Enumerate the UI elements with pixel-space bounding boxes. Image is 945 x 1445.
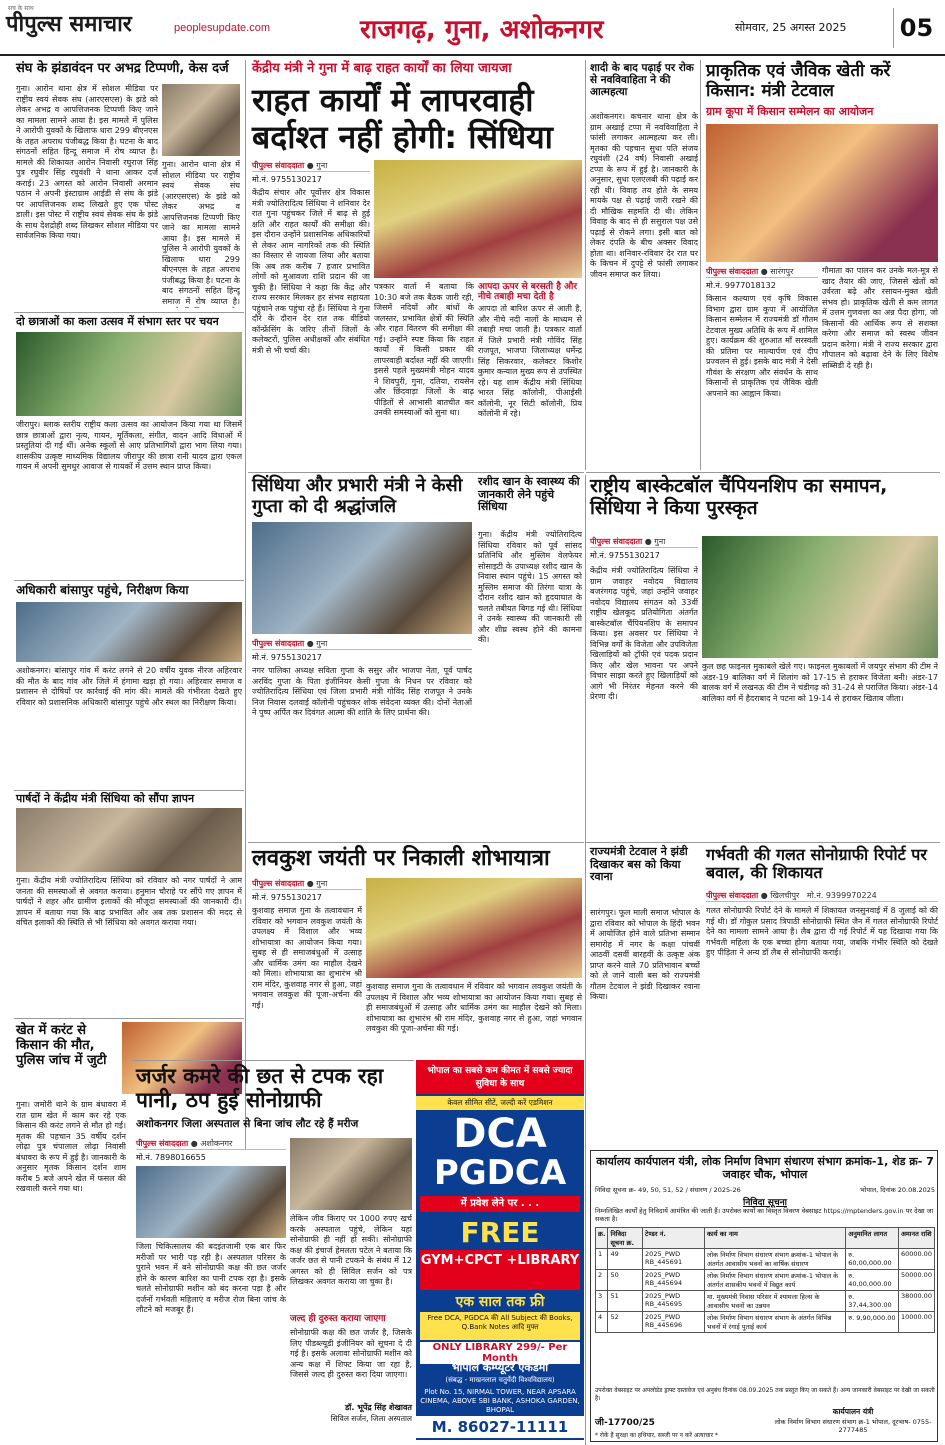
table-cell: रु. 40,00,000.00: [846, 1270, 899, 1291]
story-body: जिला चिकित्सालय की बदइंतजामी एक बार फिर मरीजों पर भारी पड़ रही है। अस्पताल परिसर के पुराने भवन में बने सोनोग्राफी कक्ष की छत जर्जर होने के कारण बारिश का पानी टपक रहा है। इसके चलते सोनोग्राफी मशीन को बंद करना पड़ा है और दर्जनों गर्भवती महिलाएं व मरीज रोज बिना जांच के लौटने को मजबूर हैं।: [136, 1242, 286, 1314]
story-byline: पीपुल्स संवाददाता ● खिलचीपुर मो.नं. 9399970224: [706, 890, 938, 902]
table-cell: 51: [608, 1291, 643, 1312]
ad-academy-name: भोपाल कम्प्यूटर एकेडमी: [451, 1361, 549, 1374]
byline-city: गुना: [654, 537, 666, 546]
reporter-phone: मो.नं. 9755130217: [252, 653, 322, 662]
story-photo: [136, 1166, 286, 1238]
story-body: केंद्रीय मंत्री ज्योतिरादित्य सिंधिया ने ग्राम जवाहर नवोदय विद्यालय बजरंगगढ़ पहुंचे, जहां उन्होंने जवाहर नवोदय विद्यालय संगठन को 33वीं राष्ट्रीय खेलकूद प्रतियोगिता अंतर्गत बास्केटबॉल चैंपियनशिप के समापन किया। इस अवसर पर सिंधिया ने विभिन्न वर्गों के विजेता और उपविजेता खिलाड़ियों को ट्रॉफी एवं पदक प्रदान किए और खेल भावना पर अपने विचार साझा करते हुए खिलाड़ियों को आगे भी निरंतर मेहनत करने की प्रेरणा दी।: [590, 566, 698, 701]
notice-date: भोपाल, दिनांक 20.08.2025: [860, 1186, 935, 1194]
row-divider: [14, 580, 244, 581]
notice-ref: निविदा सूचना क्र- 49, 50, 51, 52 / संधारण / 2025-26: [595, 1186, 741, 1194]
reporter-phone: मो.नं. 9755130217: [252, 893, 322, 902]
ad-affiliation: (संबद्ध - माखनलाल चतुर्वेदी विश्वविद्यालय): [445, 1376, 555, 1384]
table-cell: 1: [596, 1249, 608, 1270]
table-cell: मा. मुख्यमंत्री निवास परिसर में श्यामला हिल्स के आवासीय भवनों का उन्नयन: [705, 1291, 846, 1312]
ad-address: Plot No. 15, NIRMAL TOWER, NEAR APSARA CINEMA, ABOVE SBI BANK, ASHOKA GARDEN, BHOPAL: [420, 1388, 580, 1414]
byline-reporter: पीपुल्स संवाददाता: [136, 1139, 189, 1148]
story-body: कुल छह फाइनल मुकाबले खेले गए। फाइनल मुकाबलों में जयपुर संभाग की टीम ने अंडर-19 बालिका वर्ग में शिलांग को 17-15 से हराकर विजेता बनी। अंडर-17 बालक वर्ग में लखनऊ की टीम ने चंडीगढ़ को 31-24 से पराजित किया। अंडर-14 बालिका वर्ग में हैदराबाद ने पटना को 19-14 से हराकर खिताब जीता।: [702, 662, 938, 703]
ad-note: Free DCA, PGDCA की All Subject की Books, Q.Bank Notes आदि मुफ्त: [420, 1312, 580, 1340]
byline-reporter: पीपुल्स संवाददाता: [252, 639, 305, 648]
byline-city: अशोकनगर: [200, 1139, 233, 1148]
byline-city: खिलचीपुर: [770, 891, 800, 900]
byline-reporter: पीपुल्स संवाददाता: [252, 161, 305, 170]
story-subhead: ग्राम कूपा में किसान सम्मेलन का आयोजन: [706, 105, 874, 118]
story-photo: [252, 522, 472, 634]
story-headline[interactable]: शादी के बाद पढ़ाई पर रोक से नवविवाहिता ने की आत्महत्या: [590, 62, 694, 99]
ad-course-dca: DCA: [453, 1111, 547, 1157]
quote-headline: जल्द ही दुरुस्त कराया जाएगा: [290, 1314, 386, 1324]
story-body: अशोकनगर। बांसापुर गांव में करंट लगने से 20 वर्षीय युवक नीरज अहिरवार की मौत के बाद गांव और जिले में हंगामा खड़ा हो गया। अहिरवार समाज व प्रशासन से दोषियों पर कार्रवाई की मांग की। मामले की गंभीरता देखते हुए रविवार को प्रशासनिक अधिकारी बांसापुर पहुंचे और स्थल का निरीक्षण किया।: [16, 666, 242, 707]
story-kicker: केंद्रीय मंत्री ने गुना में बाढ़ राहत कार्यों का लिया जायजा: [252, 61, 512, 76]
story-body: गुना। केंद्रीय मंत्री ज्योतिरादित्य सिंधिया रविवार को पूर्व सांसद प्रतिनिधि और मुस्लिम वेलफेयर सोसाइटी के उपाध्यक्ष रशीद खान के निवास स्थान पहुंचे। 15 अगस्त को मुस्लिम समाज की तिरंगा यात्रा के दौरान रशीद खान को हृदयाघात के चलते तबीयत बिगड़ गई थी। सिंधिया ने उनके स्वास्थ्य की जानकारी ली और शीघ्र स्वस्थ होने की कामना की।: [478, 530, 582, 644]
byline-city: गुना: [316, 161, 328, 170]
story-body: गुना। जमोरी थाने के ग्राम बंधावरा में रात ग्राम खेत में काम कर रहे एक किसान की करंट लगने से मौत हो गई। मृतक की पहचान 35 वर्षीय दर्शन लोढ़ा पुत्र चंपालाल लोढ़ा निवासी बंधावरा के रूप में हुई है। जानकारी के अनुसार मृतक किसान दर्शन शाम करीब 5 बजे अपने खेत में फसल की रखवाली करने गया था।: [16, 1100, 126, 1193]
page-number: 05: [893, 8, 939, 48]
byline-city: सारंगपुर: [770, 267, 794, 276]
story-body: गलत सोनोग्राफी रिपोर्ट देने के मामले में शिकायत जनसुनवाई में 8 जुलाई को की गई थी। डॉ गोकुल प्रसाद त्रिपाठी सोनोग्राफी स्थित जैन में गलत सोनोग्राफी रिपोर्ट देने का मामला सामने आया है। लैब द्वारा दी गई रिपोर्ट में यह दिखाया गया कि गर्भवती महिला के एक बच्चा होगा बताया गया, जबकि गंभीर स्थिति को देखते हुए पीड़िता ने अन्य डॉ लैब से सोनोग्राफी कराई।: [706, 906, 938, 957]
story-body: केंद्रीय संचार और पूर्वोत्तर क्षेत्र विकास मंत्री ज्योतिरादित्य सिंधिया ने शनिवार देर रात गुना पहुंचकर जिले में बाढ़ से हुई क्षति और राहत कार्यों की समीक्षा की। इस दौरान उन्होंने प्रशासनिक अधिकारियों से लेकर आम नागरिकों तक की स्थिति का विस्तार से जायजा लिया और बताया कि अब तक करीब 7 हजार प्रभावित लोगों को मुआवजा राशि प्रदान की जा चुकी है। सिंधिया ने कहा कि केंद्र और राज्य सरकार मिलकर हर संभव सहायता पहुंचाने तक पहुंचा रहे हैं। सिंधिया ने गुना दौरे के दौरान देर रात तक वीडियो कॉन्फ्रेंसिंग के जरिए तीनों जिलों के कलेक्टरों, पुलिस अधीक्षकों और संबंधित मंत्री से भी चर्चा की।: [252, 188, 370, 355]
ad-free: FREE: [460, 1216, 540, 1249]
table-cell: 49: [608, 1249, 643, 1270]
table-header-cell: अमानत राशि: [898, 1228, 934, 1249]
table-cell: 2025_PWD RB_445691: [643, 1249, 705, 1270]
story-headline[interactable]: पार्षदों ने केंद्रीय मंत्री सिंधिया को सौंपा ज्ञापन: [16, 792, 195, 805]
story-body: कुशवाह समाज गुना के तत्वावधान में रविवार को भगवान लवकुश जयंती के उपलक्ष्य में विशाल और भव्य शोभायात्रा का आयोजन किया गया। सुबह से ही समाजबंधुओं में उत्साह और धार्मिक उमंग का माहौल देखने को मिला। शोभायात्रा का शुभारंभ श्री राम मंदिर, कुशवाह नगर से हुआ, जहां भगवान लवकुश की पूजा-अर्चना की गई।: [366, 982, 582, 1033]
notice-slogan: * रोकें हैं सुरक्षा का हथियार, सब्जी पर न करें अत्याचार *: [595, 1432, 718, 1439]
table-row: [596, 1270, 935, 1291]
tender-notice: [590, 1150, 938, 1442]
table-cell: 2025_PWD RB_445694: [643, 1270, 705, 1291]
table-cell: 3: [596, 1291, 608, 1312]
story-body: गौमाता का पालन कर उनके मल-मूत्र से खाद तैयार की जाए, जिससे खेतों को उर्वरता बढ़े और रसायन-मुक्त खेती संभव हो। प्राकृतिक खेती से कम लागत में उत्तम गुणवत्ता का अन्न पैदा होगा, जो किसानों की आर्थिक रूप से सशक्त करेगा और समाज को स्वस्थ जीवन प्रदान करेगा। मंत्री ने राज्य सरकार द्वारा गौपालन को बढ़ावा देने के लिए विशेष सब्सिडी दे रही है।: [822, 266, 938, 370]
masthead: [0, 0, 945, 56]
website-link[interactable]: peoplesupdate.com: [174, 22, 271, 34]
story-photo: [162, 84, 240, 156]
row-divider: [248, 472, 584, 473]
notice-title: निविदा सूचना: [742, 1198, 788, 1208]
row-divider: [130, 1060, 414, 1061]
table-row: [596, 1312, 935, 1333]
tender-table: [595, 1227, 935, 1333]
row-divider: [248, 842, 584, 843]
byline-reporter: पीपुल्स संवाददाता: [706, 891, 759, 900]
story-headline[interactable]: सिंधिया और प्रभारी मंत्री ने केसी गुप्ता को दी श्रद्धांजलि: [252, 475, 463, 517]
table-cell: लोक निर्माण विभाग संधारण संभाग क्रमांक-1 भोपाल के अंतर्गत शासकीय भवनों में विद्युत कार्य: [705, 1270, 846, 1291]
story-photo: [374, 160, 582, 278]
story-photo: [16, 332, 242, 416]
table-cell: 38000.00: [898, 1291, 934, 1312]
notice-intro: निम्नलिखित कार्यों हेतु निविदायें आमंत्रित की जाती हैं। उपरोक्त कार्यों का विस्तृत विवरण वेबसाइट https://mptenders.gov.in पर देखा जा सकता है।: [595, 1207, 934, 1223]
edition-cities: राजगढ़, गुना, अशोकनगर: [360, 15, 604, 45]
story-headline[interactable]: गर्भवती की गलत सोनोग्राफी रिपोर्ट पर बवाल, की शिकायत: [706, 845, 927, 883]
story-body: गुना। केंद्रीय मंत्री ज्योतिरादित्य सिंधिया को रविवार को नगर पार्षदों ने आम जनता की समस्याओं से अवगत कराया। हनुमान चौराहे पर सौंपे गए ज्ञापन में पार्षदों ने शहर और ग्रामीण इलाकों की मौजूदा समस्याओं की जानकारी दी। ज्ञापन में बताया गया कि बाढ़ प्रभावित और अब तक प्रशासन की मदद से वंचित इलाकों की स्थिति से भी सिंधिया को अवगत कराया गया।: [16, 876, 242, 927]
story-byline: पीपुल्स संवाददाता ● गुना: [590, 536, 698, 548]
quote-name: डॉ. भूपेंद्र सिंह शेखावत: [345, 1403, 412, 1412]
story-headline[interactable]: अधिकारी बांसापुर पहुंचे, निरीक्षण किया: [16, 583, 189, 597]
row-divider: [14, 790, 244, 791]
notice-code: जी-17700/25: [595, 1418, 655, 1428]
row-divider: [14, 1018, 244, 1019]
story-body: नगर पालिका अध्यक्ष सविता गुप्ता के ससुर और भाजपा नेता, पूर्व पार्षद अरविंद गुप्ता के पिता इंजीनियर केसी गुप्ता के निधन पर रविवार को ज्योतिरादित्य सिंधिया एवं जिला प्रभारी मंत्री गोविंद सिंह राजपूत ने उनके निज निवास दलवाई कॉलोनी पहुंचकर शोक संवेदना व्यक्त की। दोनों नेताओं ने पुष्प अर्पित कर दिवंगत आत्मा की शांति के लिए प्रार्थना की।: [252, 666, 472, 717]
story-headline[interactable]: खेत में करंट से किसान की मौत, पुलिस जांच में जुटी: [16, 1023, 107, 1068]
table-cell: 50000.00: [898, 1270, 934, 1291]
story-headline[interactable]: राज्यमंत्री टेटवाल ने झंडी दिखाकर बस को किया रवाना: [590, 845, 688, 884]
ad-admission: में प्रवेश लेने पर . . .: [420, 1196, 580, 1212]
story-body: गुना। आरोन थाना क्षेत्र में सोशल मीडिया पर राष्ट्रीय स्वयं सेवक संघ (आरएसएस) के झंडे को लेकर अभद्र व आपत्तिजनक टिप्पणी किए जाने का मामला सामने आया है। इस मामले में पुलिस ने आरोपी युवकों के खिलाफ धारा 299 बीएनएस के तहत अपराध पंजीबद्ध किया है। घटना के बाद संगठनों सहित हिन्दू समाज में रोष व्याप्त है। मामले की शिकायत आरोन निवासी रघुराज सिंह पुत्र रघुवीर सिंह रघुवंशी ने थाना आकर दर्ज कराई। 23 अगस्त को आरोन निवासी अरमान पठान ने अपनी इंस्टाग्राम आईडी से संघ के झंडे पर आपत्तिजनक शब्द लिखते हुए एक पोस्ट डाली। इस पोस्ट में राष्ट्रीय स्वयं सेवक संघ के झंडे के साथ देशद्रोही शब्द लिखकर सोशल मीडिया पर सार्वजनिक किया गया।: [16, 84, 158, 240]
newspaper-logo: पीपुल्स समाचार: [6, 11, 132, 37]
story-photo: [16, 602, 242, 662]
table-cell: 52: [608, 1312, 643, 1333]
byline-city: गुना: [316, 879, 328, 888]
story-body: सारंगपुर। फूल माली समाज भोपाल के द्वारा रविवार को भोपाल के हिंदी भवन में आयोजित होने वाले प्रतिभा सम्मान समारोह में नगर के कक्षा पांचवीं आठवीं दसवीं बारहवीं के उत्कृष्ट अंक प्राप्त करने वाले 70 प्रतिभावान बच्चों को ले जाने वाली बस को राज्यमंत्री गौतम टेटवाल ने झंडी दिखाकर रवाना किया।: [590, 908, 700, 1001]
table-cell: 60000.00: [898, 1249, 934, 1270]
table-header-cell: टेण्डर नं.: [643, 1228, 705, 1249]
story-headline[interactable]: राष्ट्रीय बास्केटबॉल चैंपियनशिप का समापन, सिंधिया ने किया पुरस्कृत: [590, 475, 888, 519]
dca-advertisement[interactable]: [416, 1060, 584, 1440]
table-row: [596, 1249, 935, 1270]
story-body: गुना। आरोन थाना क्षेत्र में सोशल मीडिया पर राष्ट्रीय स्वयं सेवक संघ (आरएसएस) के झंडे को लेकर अभद्र व आपत्तिजनक टिप्पणी किए जाने का मामला सामने आया है। इस मामले में पुलिस ने आरोपी युवकों के खिलाफ धारा 299 बीएनएस के तहत अपराध पंजीबद्ध किया है। घटना के बाद संगठनों सहित हिन्दू समाज में रोष व्याप्त है।: [162, 160, 240, 306]
story-body: पत्रकार वार्ता में बताया कि 10:30 बजे तक बैठक जारी रही, जिसमें नदियों और बांधों के जलस्तर, प्रभावित क्षेत्रों की स्थिति और राहत वितरण की समीक्षा की गई। उन्होंने स्पष्ट किया कि राहत कार्यों में किसी प्रकार की लापरवाही बर्दाश्त नहीं की जाएगी। इससे पहले मुख्यमंत्री मोहन यादव ने शिवपुरी, गुना, दतिया, रायसेन और छिंदवाड़ा जिलों के बाढ़ पीड़ितों से आभासी बातचीत कर उनकी समस्याओं को सुना था।: [374, 282, 474, 417]
table-cell: रु. 60,00,000.00: [846, 1249, 899, 1270]
story-subhead: अशोकनगर जिला अस्पताल से बिना जांच लौट रहे हैं मरीज: [136, 1118, 359, 1130]
byline-reporter: पीपुल्स संवाददाता: [706, 267, 759, 276]
reporter-phone: मो.नं. 9399970224: [806, 891, 877, 900]
column-divider: [245, 60, 246, 1150]
reporter-phone: मो.नं. 9755130217: [590, 551, 660, 560]
table-header-cell: क्र.: [596, 1228, 608, 1249]
story-headline[interactable]: राहत कार्यों में लापरवाही बर्दाश्त नहीं होगी: सिंधिया: [252, 81, 553, 156]
story-byline: पीपुल्स संवाददाता ● गुना: [252, 160, 370, 172]
notice-sign-title: कार्यपालन यंत्री: [832, 1407, 874, 1416]
ad-strip: केवल सीमित सीटें, जल्दी करें एडमिशन: [416, 1096, 584, 1110]
row-divider: [586, 842, 940, 843]
story-headline[interactable]: जर्जर कमरे की छत से टपक रहा पानी, ठप हुई सोनोग्राफी: [136, 1064, 384, 1113]
story-photo: [702, 536, 938, 658]
table-cell: रु. 9,90,000.00: [846, 1312, 899, 1333]
ad-library: ONLY LIBRARY 299/- Per Month: [420, 1342, 580, 1364]
story-headline[interactable]: प्राकृतिक एवं जैविक खेती करें किसान: मंत्री टेटवाल: [706, 61, 891, 101]
column-divider: [585, 475, 586, 1445]
notice-sign-office: लोक निर्माण विभाग संधारण संभाग क्र-1 भोपाल, दूरभाष- 0755-2777485: [774, 1418, 932, 1434]
story-body: किसान कल्याण एवं कृषि विकास विभाग द्वारा ग्राम कूपा में आयोजित किसान सम्मेलन में राज्यमंत्री डॉ गौतम टेटवाल मुख्य अतिथि के रूप में शामिल हुए। कार्यक्रम की शुरुआत माँ सरस्वती की प्रतिमा पर माल्यार्पण एवं दीप प्रज्वलन से हुई। इसके बाद मंत्री ने देसी गौवंश के संरक्षण और संवर्धन के साथ किसानों से प्राकृतिक एवं जैविक खेती अपनाने का आह्वान किया।: [706, 294, 818, 398]
ad-top-banner: भोपाल का सबसे कम कीमत में सबसे ज्यादा सुविधा के साथ: [416, 1060, 584, 1094]
ad-offer: एक साल तक फ्री: [455, 1294, 545, 1310]
row-divider: [14, 312, 244, 313]
table-cell: 50: [608, 1270, 643, 1291]
table-header-cell: निविदा सूचना क्र.: [608, 1228, 643, 1249]
story-headline[interactable]: दो छात्राओं का कला उत्सव में संभाग स्तर पर चयन: [16, 315, 219, 328]
notice-footer: उपरोक्त वेबसाइट पर अपलोडेड ड्राफ्ट दस्तावेज एवं अनुबंध दिनांक 08.09.2025 तक प्रस्तुत किए जा सकते हैं। अन्य जानकारी वेबसाइट पर देखी जा सकती है।: [595, 1387, 935, 1402]
story-body: लेकिन जीव किराए पर 1000 रुपए खर्च करके अस्पताल पहुंचे, लेकिन यहां सोनोग्राफी ही नहीं हो सकी। सोनोग्राफी कक्ष की इंचार्ज हेमलता पटेल ने बताया कि जर्जर छत से पानी टपकने के संबंध में 12 अगस्त को ही सिविल सर्जन को पत्र लिखकर अवगत कराया जा चुका है।: [290, 1214, 412, 1286]
story-photo: [706, 124, 938, 262]
table-cell: लोक निर्माण विभाग संधारण संभाग के अंतर्गत विभिन्न भवनों में रंगाई पुताई कार्य: [705, 1312, 846, 1333]
table-cell: लोक निर्माण विभाग संधारण संभाग क्रमांक-1 भोपाल के अंतर्गत आवासीय भवनों का वार्षिक संधारण: [705, 1249, 846, 1270]
story-headline[interactable]: रशीद खान के स्वास्थ्य की जानकारी लेने पहुंचे सिंधिया: [478, 475, 580, 514]
story-body: आपदा तो बारिश ऊपर से आती है, और नीचे नदी नालों के माध्यम से तबाही मचा जाती है। पत्रकार वार्ता में जिले प्रभारी मंत्री गोविंद सिंह राजपूत, भाजपा जिलाध्यक्ष धर्मेन्द्र सिंह सिकरवार, कलेक्टर किशोर कुमार कन्याल मुख्य रूप से उपस्थित रहे। यह शाम केंद्रीय मंत्री सिंधिया भारत सिंह कॉलोनी, पीआईसी कॉलोनी, नूर सिटी कॉलोनी, प्रिय कॉलोनी में रहे।: [478, 304, 582, 418]
story-headline[interactable]: संघ के झंडावंदन पर अभद्र टिप्पणी, केस दर्ज: [16, 61, 229, 76]
table-cell: 2: [596, 1270, 608, 1291]
story-body: जीरापुर। ब्लाक स्तरीय राष्ट्रीय कला उत्सव का आयोजन किया गया था जिसमें छात्र छात्राओं द्वारा नृत्य, गायन, मूर्तिकला, संगीत, वादन आदि विधाओं में प्रस्तुतियां दी गई थीं। अनेक स्कूलों से आए प्रतिभागियों द्वारा भाग लिया गया। शासकीय उत्कृष्ट माध्यमिक विद्यालय जीरापुर की छात्रा रानी यादव द्वारा एकल गायन में अपनी सुमधुर आवाज से गायकों में उत्तम स्थान प्राप्त किया।: [16, 420, 242, 471]
ad-phone[interactable]: M. 86027-11111: [416, 1416, 584, 1438]
reporter-phone: मो.नं. 7898016655: [136, 1153, 206, 1162]
reporter-phone: मो.नं. 9755130217: [252, 175, 322, 184]
tagline: सच के साथ: [8, 5, 34, 12]
story-byline: पीपुल्स संवाददाता ● अशोकनगर: [136, 1138, 286, 1150]
table-cell: 4: [596, 1312, 608, 1333]
table-cell: 2025_PWD RB_445696: [643, 1312, 705, 1333]
story-byline: पीपुल्स संवाददाता ● सारंगपुर: [706, 266, 818, 278]
ad-free-items: GYM+CPCT +LIBRARY: [420, 1250, 580, 1290]
story-photo: [16, 808, 242, 872]
table-cell: 10000.00: [898, 1312, 934, 1333]
reporter-phone: मो.नं. 9977018132: [706, 281, 776, 290]
issue-date: सोमवार, 25 अगस्त 2025: [735, 21, 847, 34]
column-divider: [700, 60, 701, 470]
story-headline[interactable]: लवकुश जयंती पर निकाली शोभायात्रा: [252, 846, 550, 871]
story-photo: [366, 878, 582, 978]
story-subhead: आपदा ऊपर से बरसती है और नीचे तबाही मचा देती है: [478, 282, 578, 303]
quote-body: सोनोग्राफी कक्ष की छत जर्जर है, जिसके लिए पीडब्ल्यूडी इंजीनियर को सूचना दे दी गई है। इसके अलावा सोनोग्राफी मशीन को अन्य कक्ष में शिफ्ट किया जा रहा है, जिससे जल्द ही दुरुस्त करा दिया जाएगा।: [290, 1328, 412, 1379]
row-divider: [586, 472, 940, 473]
table-header-cell: कार्य का नाम: [705, 1228, 846, 1249]
table-cell: 2025_PWD RB_445695: [643, 1291, 705, 1312]
table-header-cell: अनुमानित लागत: [846, 1228, 899, 1249]
story-body: अशोकनगर। कचनार थाना क्षेत्र के ग्राम अखाई टप्पा में नवविवाहिता ने फांसी लगाकर आत्महत्या कर ली। मृतका की पहचान सुधा पति संजय रघुवंशी (24 वर्ष) निवासी अखाई टप्पा के रूप में हुई है। जानकारी के अनुसार, सुधा एलएलबी की पढ़ाई कर रही थी। विवाह तय होते के समय मायके पक्ष से पढ़ाई जारी रखने की दी मौखिक सहमति दी थी। लेकिन विवाह के बाद से ही ससुराल पक्ष उसे पढ़ाई से रोकने लगा। इसी बात को लेकर दंपति के बीच अक्सर विवाद होता था। शनिवार-रविवार देर रात घर के किचन में दुपट्टे से फांसी लगाकर जीवन समाप्त कर लिया।: [590, 112, 698, 279]
notice-office: कार्यालय कार्यपालन यंत्री, लोक निर्माण विभाग संधारण संभाग क्रमांक-1, शेड क्र- 7 जवाहर चौक, भोपाल: [596, 1155, 934, 1181]
byline-city: गुना: [316, 639, 328, 648]
story-byline: पीपुल्स संवाददाता ● गुना: [252, 878, 362, 890]
byline-reporter: पीपुल्स संवाददाता: [252, 879, 305, 888]
ad-course-pgdca: PGDCA: [433, 1153, 567, 1193]
story-photo: [290, 1138, 412, 1210]
column-divider: [585, 60, 586, 470]
table-row: [596, 1291, 935, 1312]
table-cell: रु. 37,44,300.00: [846, 1291, 899, 1312]
byline-reporter: पीपुल्स संवाददाता: [590, 537, 643, 546]
story-byline: पीपुल्स संवाददाता ● गुना: [252, 638, 472, 650]
quote-title: सिविल सर्जन, जिला अस्पताल: [330, 1414, 412, 1423]
story-body: कुशवाह समाज गुना के तत्वावधान में रविवार को भगवान लवकुश जयंती के उपलक्ष्य में विशाल और भव्य शोभायात्रा का आयोजन किया गया। सुबह से ही समाजबंधुओं में उत्साह और धार्मिक उमंग का माहौल देखने को मिला। शोभायात्रा का शुभारंभ श्री राम मंदिर, कुशवाह नगर से हुआ, जहां भगवान लवकुश की पूजा-अर्चना की गई।: [252, 906, 362, 1010]
